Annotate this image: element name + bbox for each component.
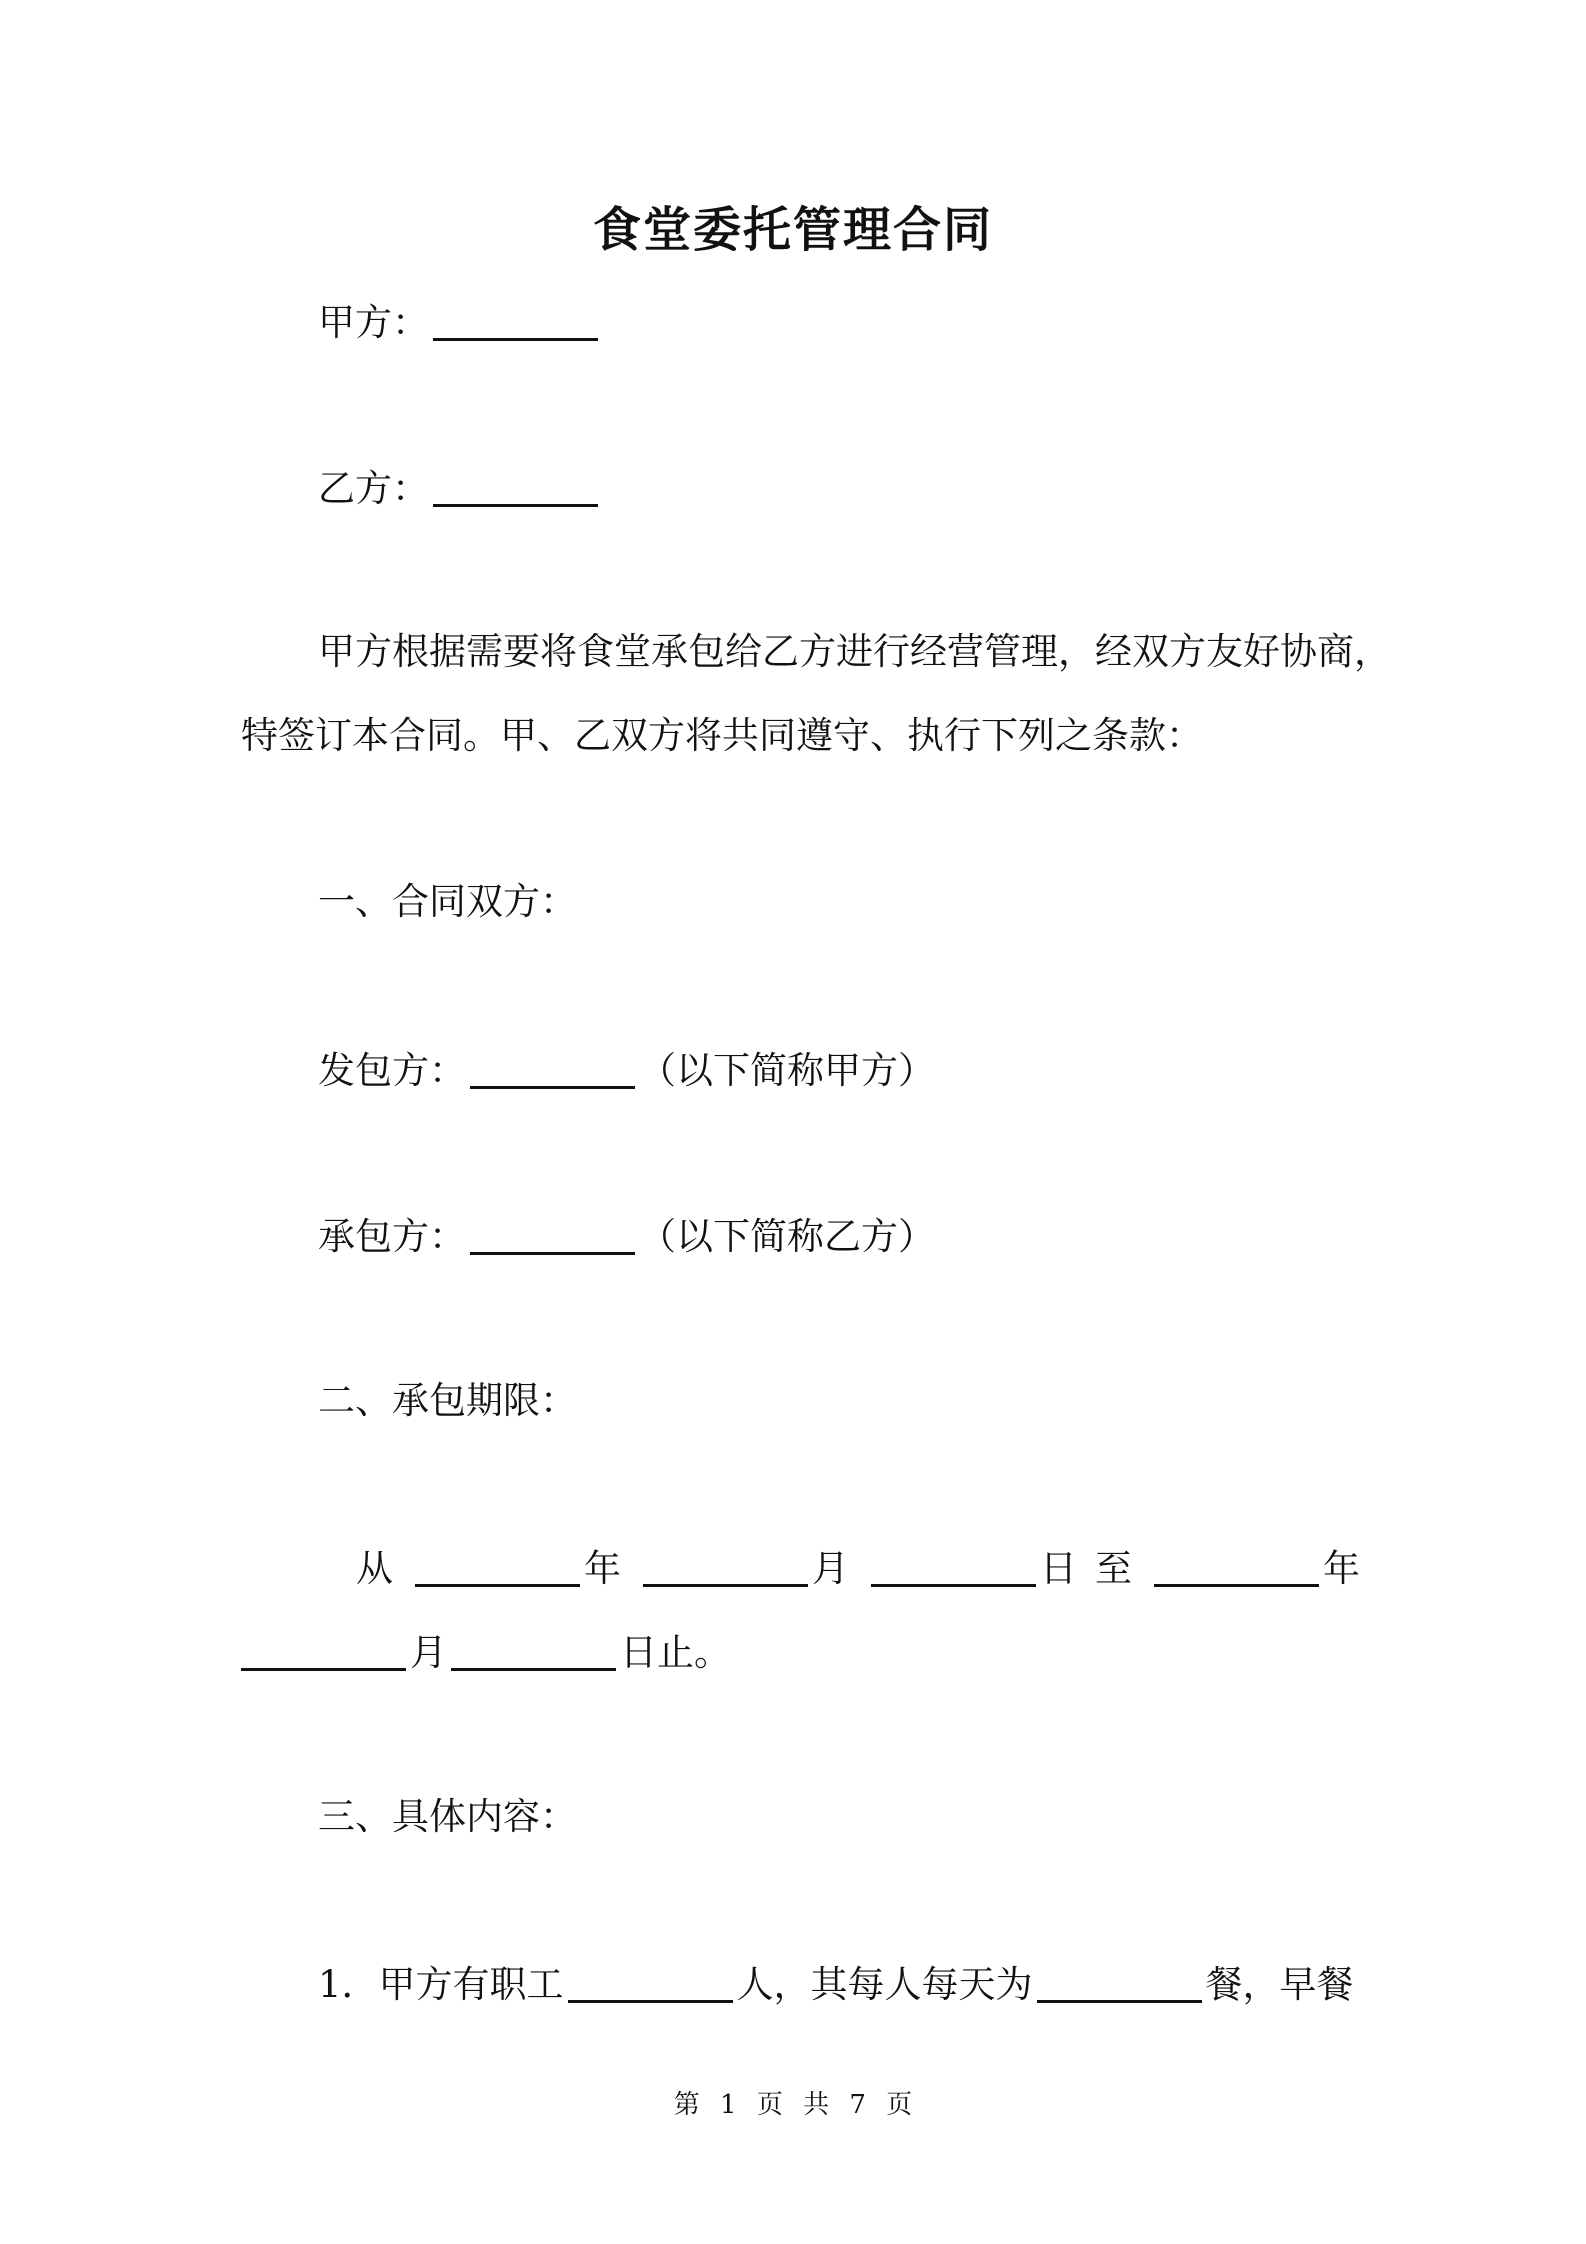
term-to: 至 xyxy=(1095,1547,1132,1590)
contractor-line xyxy=(318,1049,935,1092)
term-start-year-blank xyxy=(415,1548,580,1587)
term-line-2 xyxy=(241,1631,731,1674)
contractor-label: 发包方： xyxy=(318,1049,466,1092)
item-1-staff-blank xyxy=(568,1964,733,2003)
term-start-month-blank xyxy=(643,1548,808,1587)
party-a-label: 甲方： xyxy=(318,301,429,344)
contractor-blank xyxy=(470,1050,635,1089)
section-1-heading: 一、合同双方： xyxy=(318,880,577,923)
term-end-year-blank xyxy=(1154,1548,1319,1587)
contractee-note: （以下简称乙方） xyxy=(639,1215,935,1258)
contractee-blank xyxy=(470,1216,635,1255)
term-end-label: 日止。 xyxy=(620,1631,731,1674)
term-end-month-blank xyxy=(241,1632,406,1671)
contractor-note: （以下简称甲方） xyxy=(639,1049,935,1092)
term-start-day-blank xyxy=(871,1548,1036,1587)
term-line-1 xyxy=(356,1547,1360,1590)
page-number-footer: 第 1 页 共 7 页 xyxy=(673,2090,913,2120)
party-b-label: 乙方： xyxy=(318,467,429,510)
term-day-label: 日 xyxy=(1040,1547,1077,1590)
item-1-line xyxy=(318,1963,1354,2006)
section-2-heading: 二、承包期限： xyxy=(318,1379,577,1422)
party-a-line xyxy=(318,301,602,344)
term-from: 从 xyxy=(356,1547,393,1590)
document-title: 食堂委托管理合同 xyxy=(592,202,993,258)
item-1-meals-blank xyxy=(1037,1964,1202,2003)
term-month-label: 月 xyxy=(812,1547,849,1590)
intro-line-1: 甲方根据需要将食堂承包给乙方进行经营管理，经双方友好协商， xyxy=(318,630,1391,673)
party-b-blank xyxy=(433,468,598,507)
section-3-heading: 三、具体内容： xyxy=(318,1795,577,1838)
term-year2-label: 年 xyxy=(1323,1547,1360,1590)
contractee-label: 承包方： xyxy=(318,1215,466,1258)
item-1-prefix: 1．甲方有职工 xyxy=(318,1963,564,2006)
party-a-blank xyxy=(433,302,598,341)
term-end-day-blank xyxy=(451,1632,616,1671)
contractee-line xyxy=(318,1215,935,1258)
item-1-people: 人，其每人每天为 xyxy=(736,1963,1033,2006)
term-year-label: 年 xyxy=(584,1547,621,1590)
item-1-meals: 餐，早餐 xyxy=(1205,1963,1354,2006)
intro-line-2: 特签订本合同。甲、乙双方将共同遵守、执行下列之条款： xyxy=(241,714,1203,757)
term-month2-label: 月 xyxy=(410,1631,447,1674)
party-b-line xyxy=(318,467,602,510)
